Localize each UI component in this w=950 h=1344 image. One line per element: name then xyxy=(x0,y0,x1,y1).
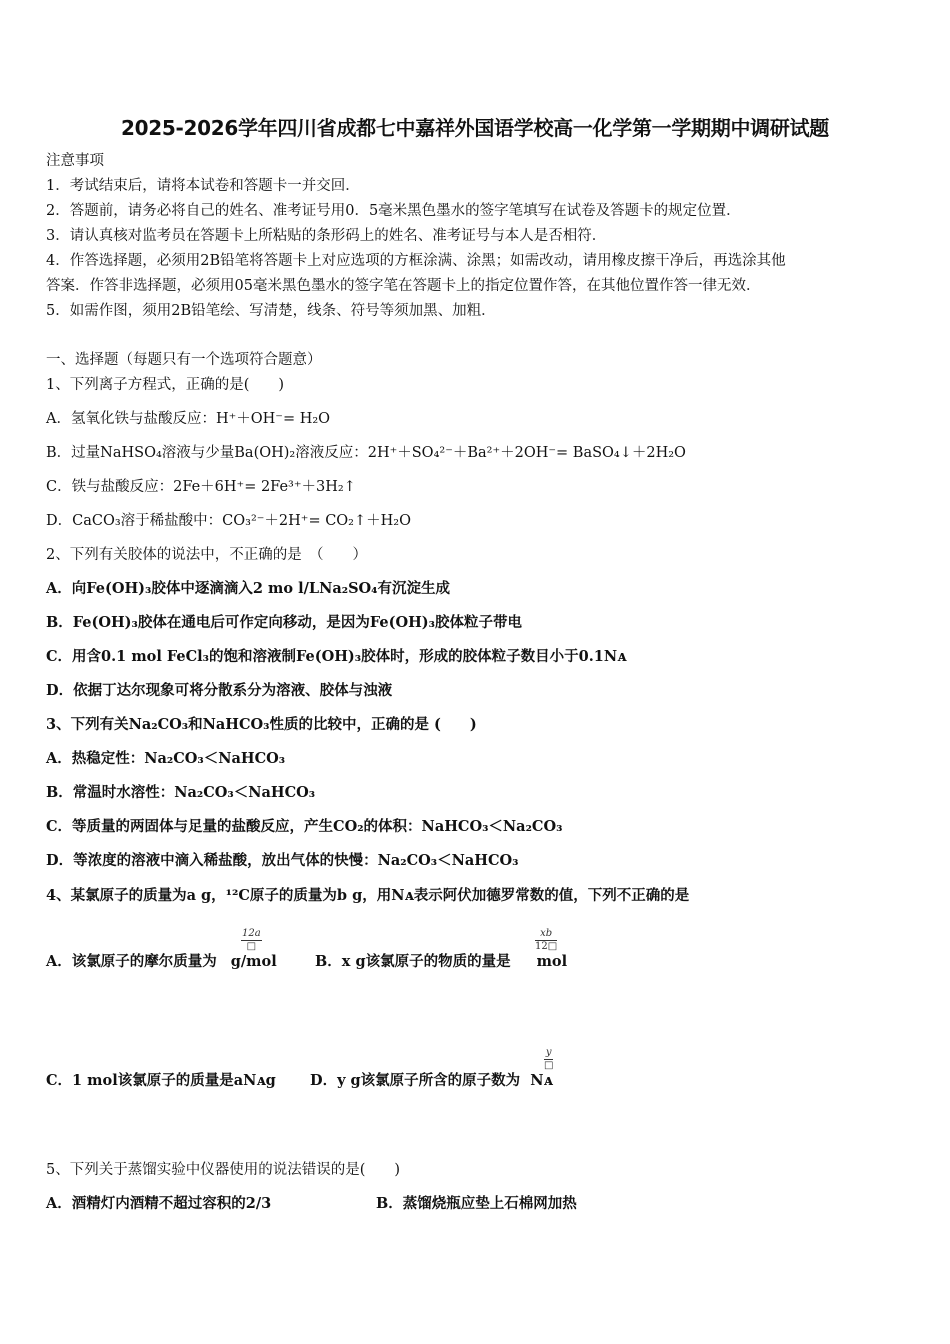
fraction-molar-mass xyxy=(241,928,262,953)
option-c: C．用含0.1 mol FeCl₃的饱和溶液制Fe(OH)₃胶体时，形成的胶体粒子数目小于0.1Nᴀ xyxy=(46,648,627,665)
notice-item: 5．如需作图，须用2B铅笔绘、写清楚，线条、符号等须加黑、加粗． xyxy=(46,303,496,319)
notice-item: 答案．作答非选择题，必须用05毫米黑色墨水的签字笔在答题卡上的指定位置作答，在其他位置作答一律无效． xyxy=(46,278,761,294)
page-title: 2025-2026学年四川省成都七中嘉祥外国语学校高一化学第一学期期中调研试题 xyxy=(121,116,829,140)
fraction-denominator: □ xyxy=(246,941,257,952)
question-stem: 5、下列关于蒸馏实验中仪器使用的说法错误的是( ) xyxy=(46,1162,401,1178)
option-b-prefix: B．x g该氯原子的物质的量是 xyxy=(315,953,511,970)
option-c: C．1 mol该氯原子的质量是aNᴀg xyxy=(46,1072,276,1089)
question-stem: 1、下列离子方程式，正确的是( ) xyxy=(46,377,285,393)
option-a-prefix: A．该氯原子的摩尔质量为 xyxy=(46,953,217,970)
notice-item: 2．答题前，请务必将自己的姓名、准考证号用0．5毫米黑色墨水的签字笔填写在试卷及答题卡的规定位置． xyxy=(46,203,741,219)
fraction-numerator: y xyxy=(545,1047,552,1058)
notice-item: 3．请认真核对监考员在答题卡上所粘贴的条形码上的姓名、准考证号与本人是否相符． xyxy=(46,228,607,244)
option-b: B．过量NaHSO₄溶液与少量Ba(OH)₂溶液反应：2H⁺＋SO₄²⁻＋Ba²⁺＋2OH⁻= BaSO₄↓＋2H₂O xyxy=(46,445,686,461)
option-d: D．等浓度的溶液中滴入稀盐酸，放出气体的快慢：Na₂CO₃＜NaHCO₃ xyxy=(46,852,519,869)
option-d: D．CaCO₃溶于稀盐酸中：CO₃²⁻＋2H⁺= CO₂↑＋H₂O xyxy=(46,513,411,529)
option-c: C．等质量的两固体与足量的盐酸反应，产生CO₂的体积：NaHCO₃＜Na₂CO₃ xyxy=(46,818,563,835)
option-d-prefix: D．y g该氯原子所含的原子数为 xyxy=(310,1072,521,1089)
fraction-atom-count xyxy=(544,1047,553,1072)
option-d: D．依据丁达尔现象可将分散系分为溶液、胶体与浊液 xyxy=(46,682,393,699)
fraction-denominator: 12□ xyxy=(535,941,558,952)
option-a: A．氢氧化铁与盐酸反应：H⁺＋OH⁻= H₂O xyxy=(46,411,331,427)
option-c: C．铁与盐酸反应：2Fe＋6H⁺= 2Fe³⁺＋3H₂↑ xyxy=(46,479,356,495)
option-d-text xyxy=(310,1071,553,1091)
option-a: A．向Fe(OH)₃胶体中逐滴滴入2 mo l/LNa₂SO₄有沉淀生成 xyxy=(46,580,451,597)
question-stem: 4、某氯原子的质量为a g，¹²C原子的质量为b g，用Nᴀ表示阿伏加德罗常数的值，下列不正确的是 xyxy=(46,887,690,904)
option-d-unit: Nᴀ xyxy=(530,1072,553,1089)
notice-item: 4．作答选择题，必须用2B铅笔将答题卡上对应选项的方框涂满、涂黑；如需改动，请用橡皮擦干净后，再选涂其他 xyxy=(46,253,786,269)
notice-item: 1．考试结束后，请将本试卷和答题卡一并交回． xyxy=(46,178,360,194)
option-b-unit: mol xyxy=(536,953,568,970)
section-heading: 一、选择题（每题只有一个选项符合题意） xyxy=(46,352,322,368)
fraction-amount xyxy=(535,928,557,953)
option-a-b-row xyxy=(46,952,277,972)
question-stem: 3、下列有关Na₂CO₃和NaHCO₃性质的比较中，正确的是 ( ) xyxy=(46,716,477,733)
option-b: B．Fe(OH)₃胶体在通电后可作定向移动，是因为Fe(OH)₃胶体粒子带电 xyxy=(46,614,523,631)
fraction-numerator: xb xyxy=(535,928,557,941)
option-b: B．常温时水溶性：Na₂CO₃＜NaHCO₃ xyxy=(46,784,316,801)
option-b: B．蒸馏烧瓶应垫上石棉网加热 xyxy=(376,1195,577,1212)
fraction-numerator: 12a xyxy=(242,928,261,939)
notice-heading: 注意事项 xyxy=(46,153,104,169)
fraction-denominator: □ xyxy=(544,1060,554,1071)
option-a: A．热稳定性：Na₂CO₃＜NaHCO₃ xyxy=(46,750,286,767)
option-a: A．酒精灯内酒精不超过容积的2/3 xyxy=(46,1195,272,1212)
question-stem: 2、下列有关胶体的说法中，不正确的是 （ ） xyxy=(46,547,367,563)
option-a-unit: g/mol xyxy=(230,953,277,970)
option-b-text xyxy=(315,952,567,972)
